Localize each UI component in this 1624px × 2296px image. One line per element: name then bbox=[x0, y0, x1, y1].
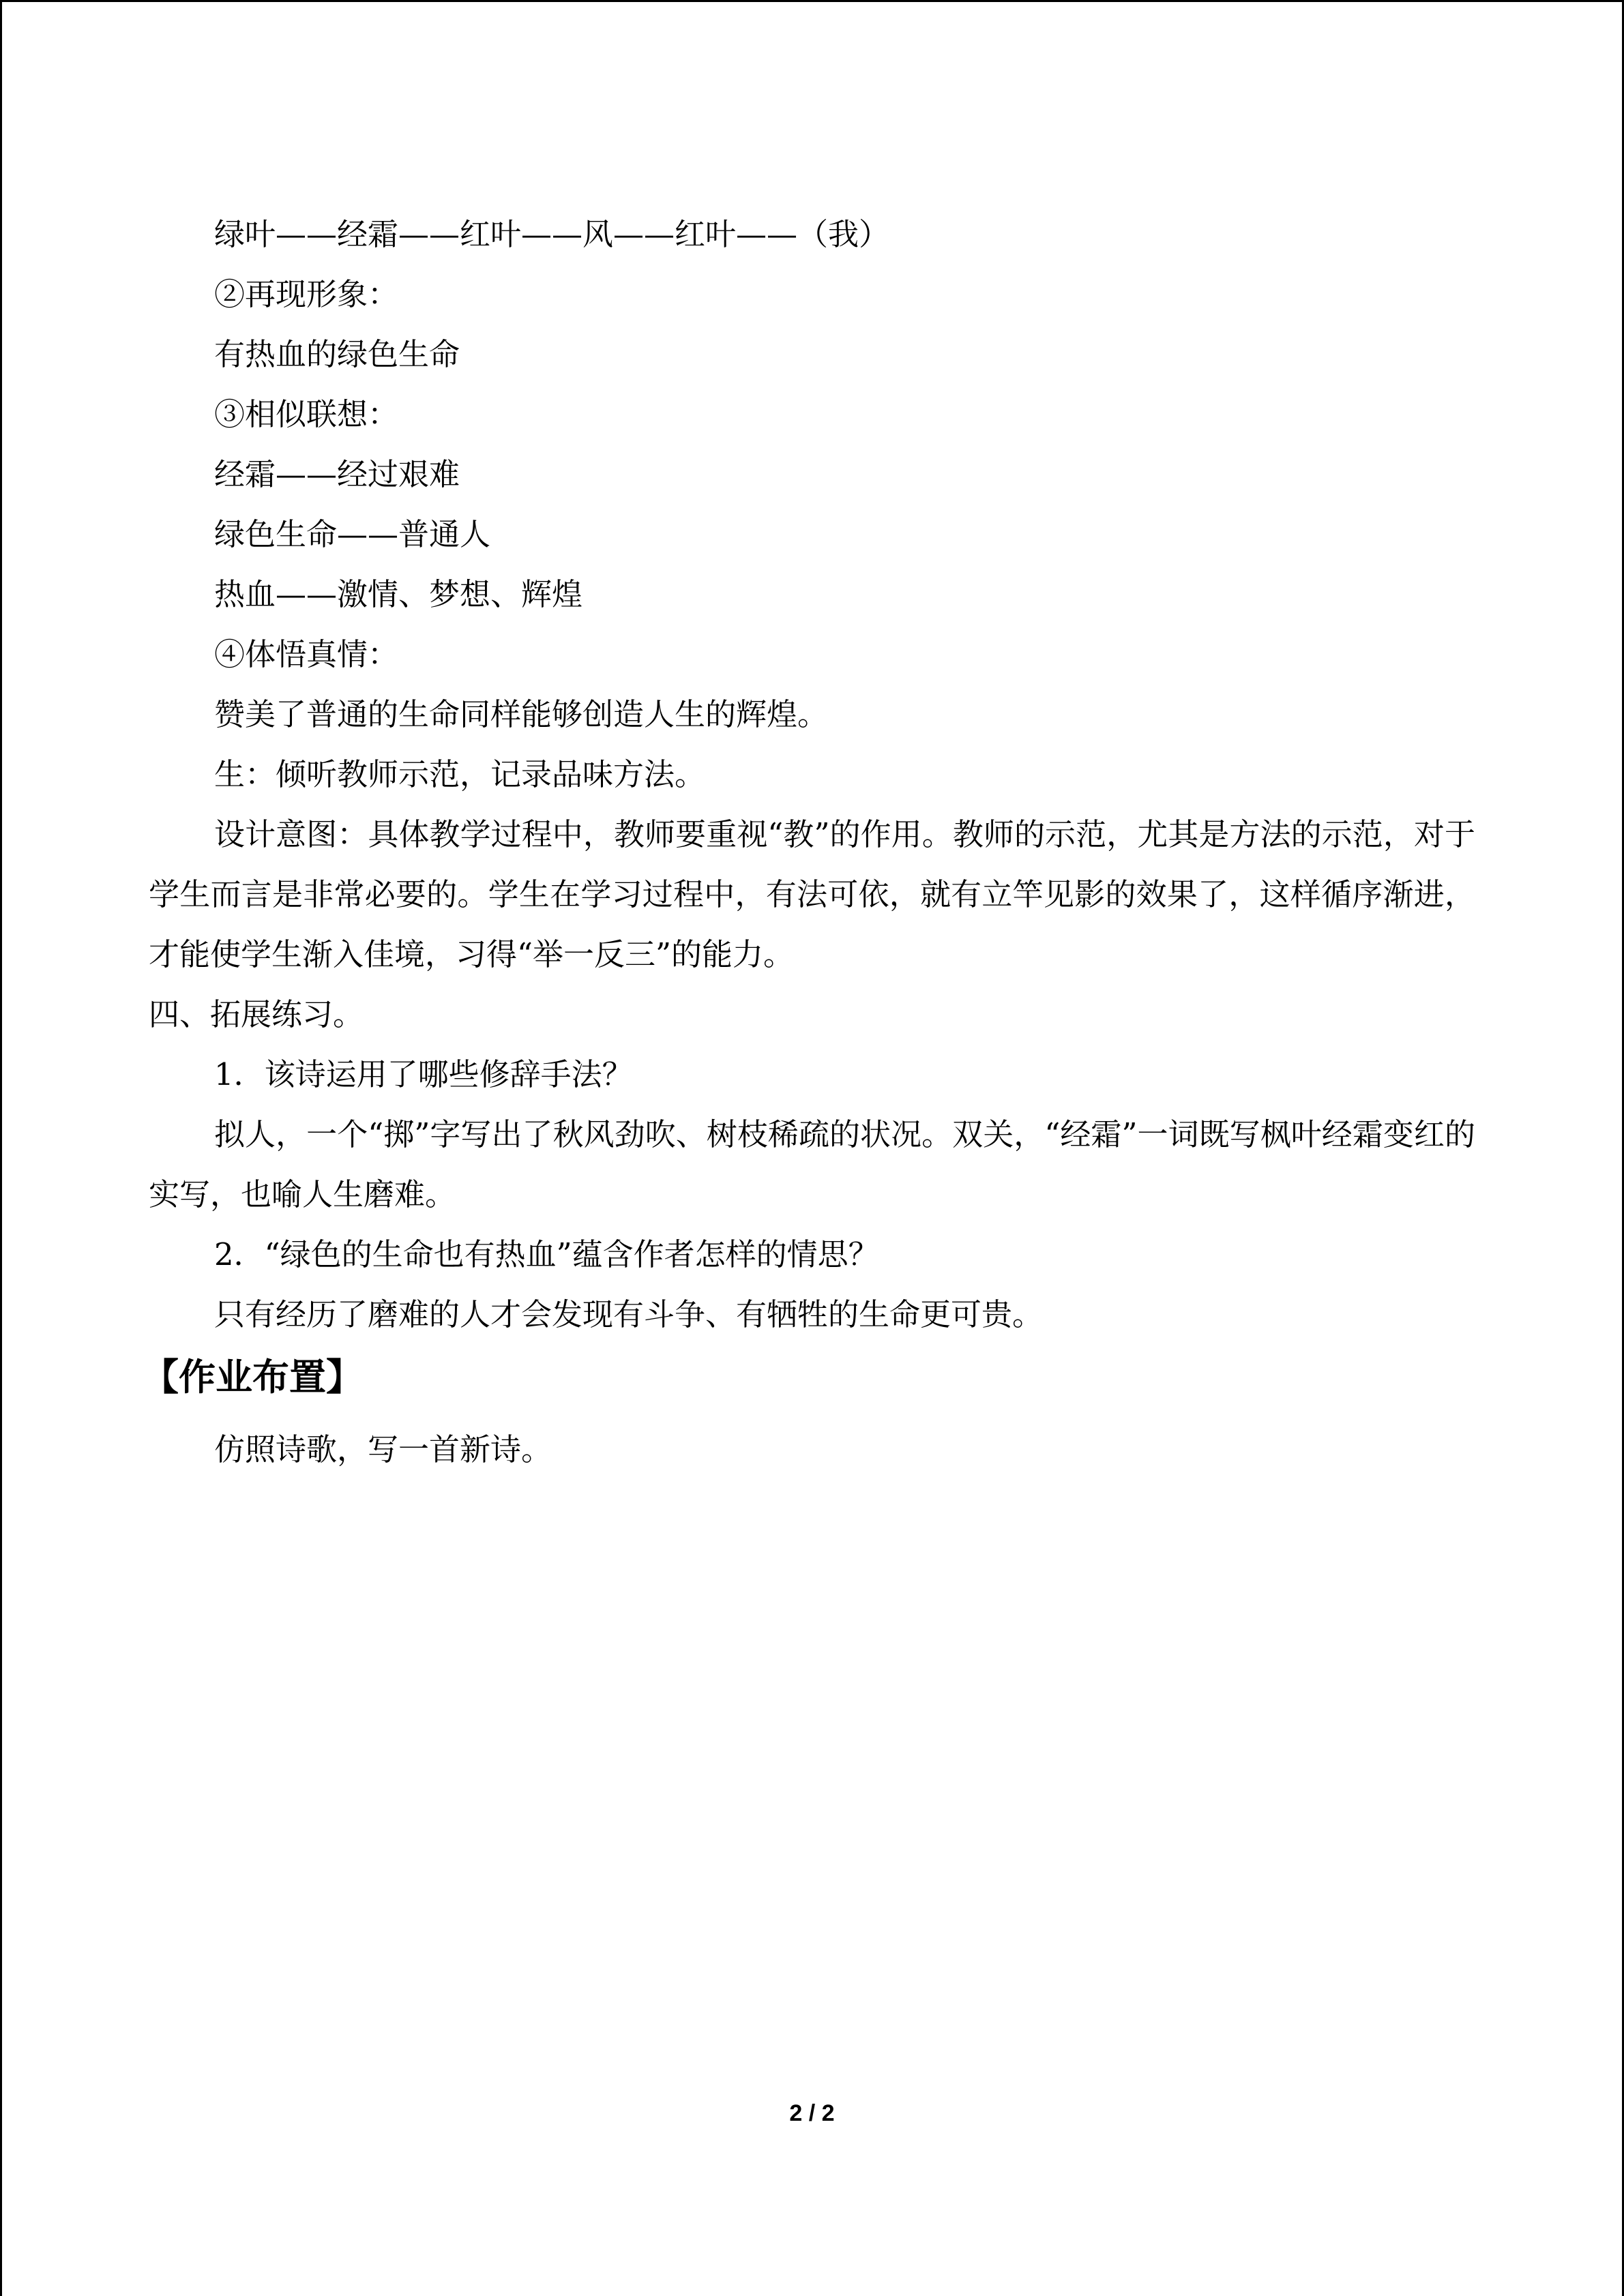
association-line-1: 经霜——经过艰难 bbox=[214, 456, 460, 492]
image-text: 有热血的绿色生命 bbox=[214, 336, 460, 372]
question-1: 1．该诗运用了哪些修辞手法？ bbox=[214, 1056, 633, 1092]
section-heading-extension: 四、拓展练习。 bbox=[149, 996, 364, 1032]
chain-line: 绿叶——经霜——红叶——风——红叶——（我） bbox=[214, 216, 890, 252]
step-label-emotion: ④体悟真情： bbox=[214, 636, 399, 672]
step-label-association: ③相似联想： bbox=[214, 396, 399, 432]
document-body bbox=[142, 205, 1475, 1480]
answer-1: 拟人，一个“掷”字写出了秋风劲吹、树枝稀疏的状况。双关，“经霜”一词既写枫叶经霜变红的实写，也喻人生磨难。 bbox=[149, 1116, 1475, 1212]
question-2: 2．“绿色的生命也有热血”蕴含作者怎样的情思？ bbox=[214, 1236, 879, 1272]
association-line-2: 绿色生命——普通人 bbox=[214, 516, 491, 552]
homework-heading: 【作业布置】 bbox=[142, 1356, 363, 1399]
answer-2: 只有经历了磨难的人才会发现有斗争、有牺牲的生命更可贵。 bbox=[214, 1296, 1044, 1332]
page-number: 2 / 2 bbox=[789, 2100, 835, 2126]
student-activity: 生：倾听教师示范，记录品味方法。 bbox=[214, 756, 706, 792]
step-label-image: ②再现形象： bbox=[214, 276, 399, 312]
design-intent-paragraph: 设计意图：具体教学过程中，教师要重视“教”的作用。教师的示范，尤其是方法的示范，对于学生而言是非常必要的。学生在学习过程中，有法可依，就有立竿见影的效果了，这样循序渐进，才能使学生渐入佳境，习得“举一反三”的能力。 bbox=[149, 816, 1475, 972]
emotion-text: 赞美了普通的生命同样能够创造人生的辉煌。 bbox=[214, 696, 829, 732]
association-line-3: 热血——激情、梦想、辉煌 bbox=[214, 576, 583, 612]
homework-text: 仿照诗歌，写一首新诗。 bbox=[214, 1431, 552, 1467]
